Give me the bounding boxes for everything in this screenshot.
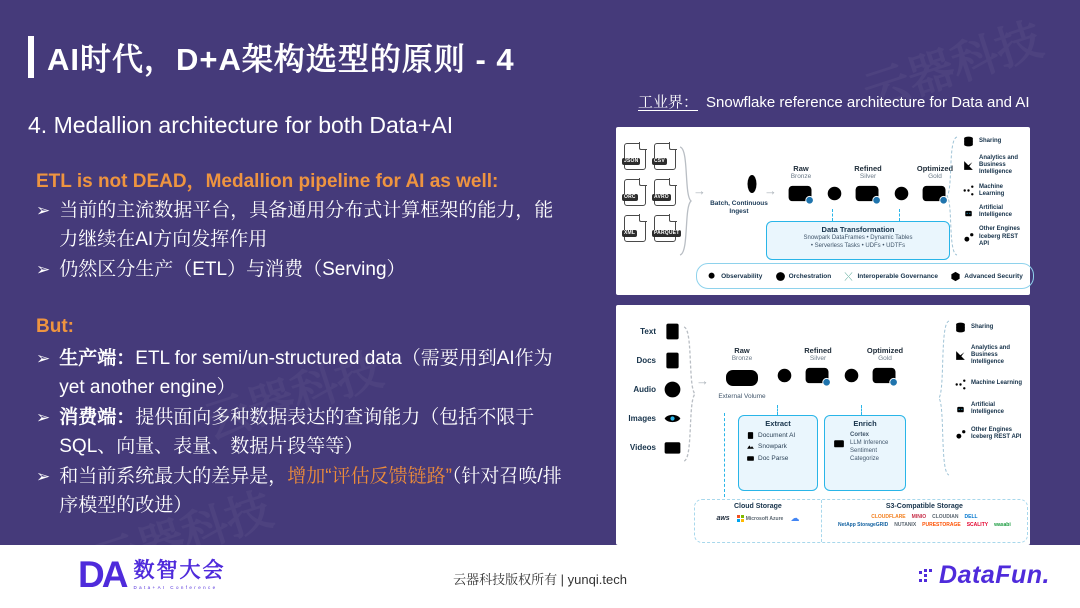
medallion-pipeline (778, 165, 958, 205)
list-item (36, 196, 570, 254)
database-icon (962, 135, 975, 148)
list-item (36, 462, 570, 520)
box-line: • Serverless Tasks • UDFs • UDTFs (810, 243, 906, 250)
external-volume-label: External Volume (718, 393, 766, 401)
stage-tier: Silver (859, 173, 877, 181)
snowflake-data-architecture-diagram (616, 127, 1030, 295)
snowflake-gear-icon (843, 367, 860, 384)
google-cloud-icon: ☁ (790, 513, 800, 524)
robot-icon (962, 206, 975, 219)
batch-ingest-icon (719, 171, 759, 197)
source-label: Text (640, 327, 656, 336)
but-bullet-list (36, 344, 570, 521)
vendor-label: NetApp StorageGRID (838, 522, 889, 528)
enrich-item-label: Cortex (850, 432, 870, 438)
stage-name: Refined (804, 346, 832, 355)
external-volume-block (710, 347, 774, 400)
but-section-heading: But: (36, 316, 74, 337)
robot-icon (954, 402, 967, 415)
source-docs (620, 350, 683, 371)
file-type-label: PARQUET (654, 230, 680, 236)
stage-refined-silver (795, 347, 841, 387)
title-accent-bar (28, 36, 34, 78)
consumer-artificial-intelligence (962, 205, 1028, 219)
file-icon (624, 215, 646, 242)
box-title: Extract (765, 419, 791, 428)
vendor-aws: aws (716, 515, 730, 522)
box-title: Enrich (853, 419, 877, 428)
da-logo-mark: DA (78, 554, 126, 595)
ingest-block (708, 171, 770, 216)
extract-item (746, 454, 817, 463)
list-item (36, 255, 570, 284)
group-brace (682, 325, 696, 463)
source-label: Docs (636, 356, 656, 365)
copyright-text: 云器科技版权所有 | yunqi.tech (453, 572, 627, 587)
stage-name: Raw (734, 346, 750, 355)
snowflake-gear-icon (826, 185, 843, 202)
governance-label: Advanced Security (964, 272, 1023, 280)
consumer-other-engines (962, 226, 1028, 248)
consumer-machine-learning (962, 184, 1028, 198)
bullet-body: ETL for semi/un-structured data（需要用到AI作为yet another engine） (59, 348, 553, 398)
slide-title-row (28, 34, 515, 79)
bullet-body: （针对召唤/排序模型的改进） (59, 466, 562, 516)
governance-interoperable (843, 271, 938, 282)
da-logo-subtext: Data+AI Conference (133, 584, 218, 590)
governance-advanced-security (950, 271, 1023, 282)
extract-box (738, 415, 818, 491)
table-icon (870, 366, 900, 387)
vendor-label: wasabi (994, 522, 1011, 528)
source-label: Images (628, 414, 656, 423)
ingest-label: Batch, Continuous Ingest (710, 200, 768, 216)
network-icon (962, 184, 975, 197)
bullet-body: 提供面向多种数据表达的查询能力（包括不限于SQL、向量、表量、数据片段等等） (59, 407, 535, 457)
chart-icon (962, 159, 975, 172)
flow-arrow-icon: → (764, 183, 777, 198)
source-images (620, 408, 683, 429)
flow-arrow-icon: → (696, 373, 709, 388)
stage-name: Optimized (916, 164, 954, 173)
consumer-label: Other Engines Iceberg REST API (979, 226, 1021, 247)
bullet-text (59, 462, 570, 520)
source-videos (620, 437, 683, 458)
storage-title: S3-Compatible Storage (885, 503, 963, 510)
file-type-label: CSV (654, 158, 665, 164)
stage-tier: Bronze (790, 173, 812, 181)
file-icon (654, 179, 676, 206)
extract-item (746, 442, 817, 451)
consumer-label: Sharing (971, 323, 994, 330)
search-icon (707, 271, 718, 282)
microsoft-logo-icon (737, 515, 744, 522)
consumer-label: Analytics and Business Intelligence (979, 155, 1019, 176)
bullet-arrow-icon: ➢ (36, 201, 51, 220)
gear-icon (775, 271, 786, 282)
industry-label: 工业界： (638, 94, 699, 111)
bullet-text: 当前的主流数据平台，具备通用分布式计算框架的能力，能力继续在AI方向发挥作用 (59, 200, 554, 250)
consumer-sharing (962, 135, 1028, 148)
bullet-arrow-icon: ➢ (36, 408, 51, 427)
vendor-label: MINIO (911, 514, 927, 520)
x-mark-icon (843, 271, 854, 282)
source-text (620, 321, 683, 342)
eye-icon (662, 408, 683, 429)
consumer-label: Artificial Intelligence (971, 401, 1005, 415)
list-item (36, 403, 570, 461)
stage-refined-silver (845, 165, 891, 205)
source-label: Videos (629, 443, 656, 452)
governance-bar (696, 263, 1034, 289)
consumer-analytics-bi (954, 345, 1026, 367)
gears-icon (962, 231, 975, 244)
slide-subtitle: 4. Medallion architecture for both Data+AI (28, 112, 454, 138)
vendor-label: PURESTORAGE (922, 522, 961, 528)
source-audio (620, 379, 683, 400)
extract-item-label: Doc Parse (758, 454, 789, 462)
unstructured-sources (620, 321, 683, 466)
file-type-label: ORC (624, 194, 636, 200)
snowflake-gear-icon (893, 185, 910, 202)
consumer-artificial-intelligence (954, 402, 1026, 416)
reference-caption-text: Snowflake reference architecture for Data and AI (706, 94, 1030, 111)
enrich-item-label: Sentiment (850, 448, 878, 455)
file-type-label: JSON (624, 158, 639, 164)
vendor-label: CLOUDFLARE (871, 514, 906, 520)
play-circle-icon (662, 379, 683, 400)
gears-icon (954, 428, 967, 441)
table-icon (853, 184, 883, 205)
bullet-arrow-icon: ➢ (36, 467, 51, 486)
database-icon (954, 321, 967, 334)
datafun-wordmark: DataFun. (939, 561, 1050, 589)
page-title: AI时代，D+A架构选型的原则 - 4 (47, 42, 515, 77)
connector-line (777, 405, 778, 415)
bullet-text (59, 344, 570, 402)
governance-label: Observability (721, 272, 763, 280)
governance-orchestration (775, 271, 832, 282)
text-file-icon (662, 321, 683, 342)
consumer-brace (938, 319, 950, 477)
governance-observability (707, 271, 762, 282)
connector-line (861, 405, 862, 415)
da-logo-cn: 数智大会 (133, 559, 226, 583)
data-transformation-box (766, 221, 950, 260)
consumer-analytics-bi (962, 155, 1028, 177)
etl-section-heading: ETL is not DEAD，Medallion pipeline for AI as well: (36, 171, 499, 192)
source-file-types (624, 143, 680, 242)
box-title: Data Transformation (821, 225, 895, 234)
storage-title: Cloud Storage (733, 503, 782, 510)
doc-parse-icon (746, 454, 755, 463)
hexagon-shield-icon (950, 271, 961, 282)
connector-line (832, 209, 833, 221)
source-label: Audio (633, 385, 656, 394)
bullet-arrow-icon: ➢ (36, 260, 51, 279)
snowflake-ai-architecture-diagram (616, 305, 1030, 545)
stage-tier: Silver (809, 355, 827, 363)
list-item (36, 344, 570, 402)
bullet-arrow-icon: ➢ (36, 349, 51, 368)
consumer-machine-learning (954, 378, 1026, 391)
file-icon (624, 143, 646, 170)
chart-icon (954, 349, 967, 362)
etl-bullet-list (36, 196, 570, 285)
document-icon (662, 350, 683, 371)
bullet-bold-label: 生产端： (59, 348, 136, 369)
stage-tier: Gold (878, 355, 892, 363)
consumer-label: Analytics and Business Intelligence (971, 345, 1011, 366)
file-icon (654, 143, 676, 170)
consumers-column (954, 321, 1026, 441)
consumer-label: Machine Learning (971, 380, 1023, 387)
box-line: Snowpark DataFrames • Dynamic Tables (803, 235, 913, 241)
consumer-brace (946, 135, 958, 257)
bullet-text: 仍然区分生产（ETL）与消费（Serving） (59, 259, 406, 280)
file-icon (654, 215, 680, 242)
flow-arrow-icon: → (693, 183, 706, 198)
vendor-label: SCALITY (966, 522, 989, 528)
network-icon (954, 378, 967, 391)
mountain-icon (746, 442, 755, 451)
governance-label: Orchestration (788, 272, 832, 280)
enrich-box (824, 415, 906, 491)
group-brace (678, 145, 692, 257)
vendor-label: CLOUDIAN (932, 514, 959, 520)
envelope-icon (830, 437, 848, 450)
bullet-highlight: 增加“评估反馈链路” (287, 466, 452, 487)
consumer-label: Machine Learning (979, 183, 1005, 197)
medallion-pipeline (774, 347, 908, 387)
bullet-bold-label: 消费端： (59, 407, 136, 428)
governance-label: Interoperable Governance (857, 272, 939, 280)
consumers-column (962, 135, 1028, 248)
stage-tier: Bronze (731, 355, 753, 363)
footer-bar (0, 545, 1080, 608)
enrich-item-label: LLM Inference (850, 440, 889, 447)
consumer-label: Artificial Intelligence (979, 204, 1013, 219)
file-type-label: AVRO (654, 194, 669, 200)
datafun-logo (919, 561, 1050, 590)
consumer-sharing (954, 321, 1026, 334)
datafun-dots-icon (919, 569, 933, 583)
document-ai-icon (746, 431, 755, 440)
extract-item-label: Snowpark (758, 443, 787, 450)
video-player-icon (662, 437, 683, 458)
table-icon (786, 184, 816, 205)
connector-line (899, 209, 900, 221)
external-volume-icon (724, 366, 760, 390)
stage-optimized-gold (862, 347, 908, 387)
storage-strip (694, 499, 1028, 543)
vendor-label: Microsoft Azure (745, 515, 784, 522)
file-type-label: XML (624, 230, 636, 236)
extract-item (746, 431, 817, 440)
enrich-item-label: Categorize (850, 456, 880, 463)
stage-name: Refined (854, 164, 882, 173)
table-icon (803, 366, 833, 387)
bullet-body: 和当前系统最大的差异是， (59, 466, 288, 487)
vendor-label: DELL (964, 514, 978, 520)
stage-name: Optimized (866, 346, 904, 355)
stage-raw-bronze (778, 165, 824, 205)
connector-line (724, 413, 725, 497)
bullet-text (59, 403, 570, 461)
cloud-storage-section (695, 500, 822, 542)
s3-storage-section (822, 500, 1027, 542)
consumer-label: Other Engines Iceberg REST API (971, 426, 1022, 441)
consumer-label: Sharing (979, 137, 1002, 144)
vendor-microsoft-azure (737, 515, 784, 523)
vendor-label: NUTANIX (894, 522, 917, 528)
stage-name: Raw (793, 164, 809, 173)
file-icon (624, 179, 646, 206)
stage-tier: Gold (928, 173, 942, 181)
reference-caption (638, 91, 1030, 112)
snowflake-gear-icon (776, 367, 793, 384)
extract-item-label: Document AI (758, 431, 796, 439)
consumer-other-engines (954, 427, 1026, 441)
